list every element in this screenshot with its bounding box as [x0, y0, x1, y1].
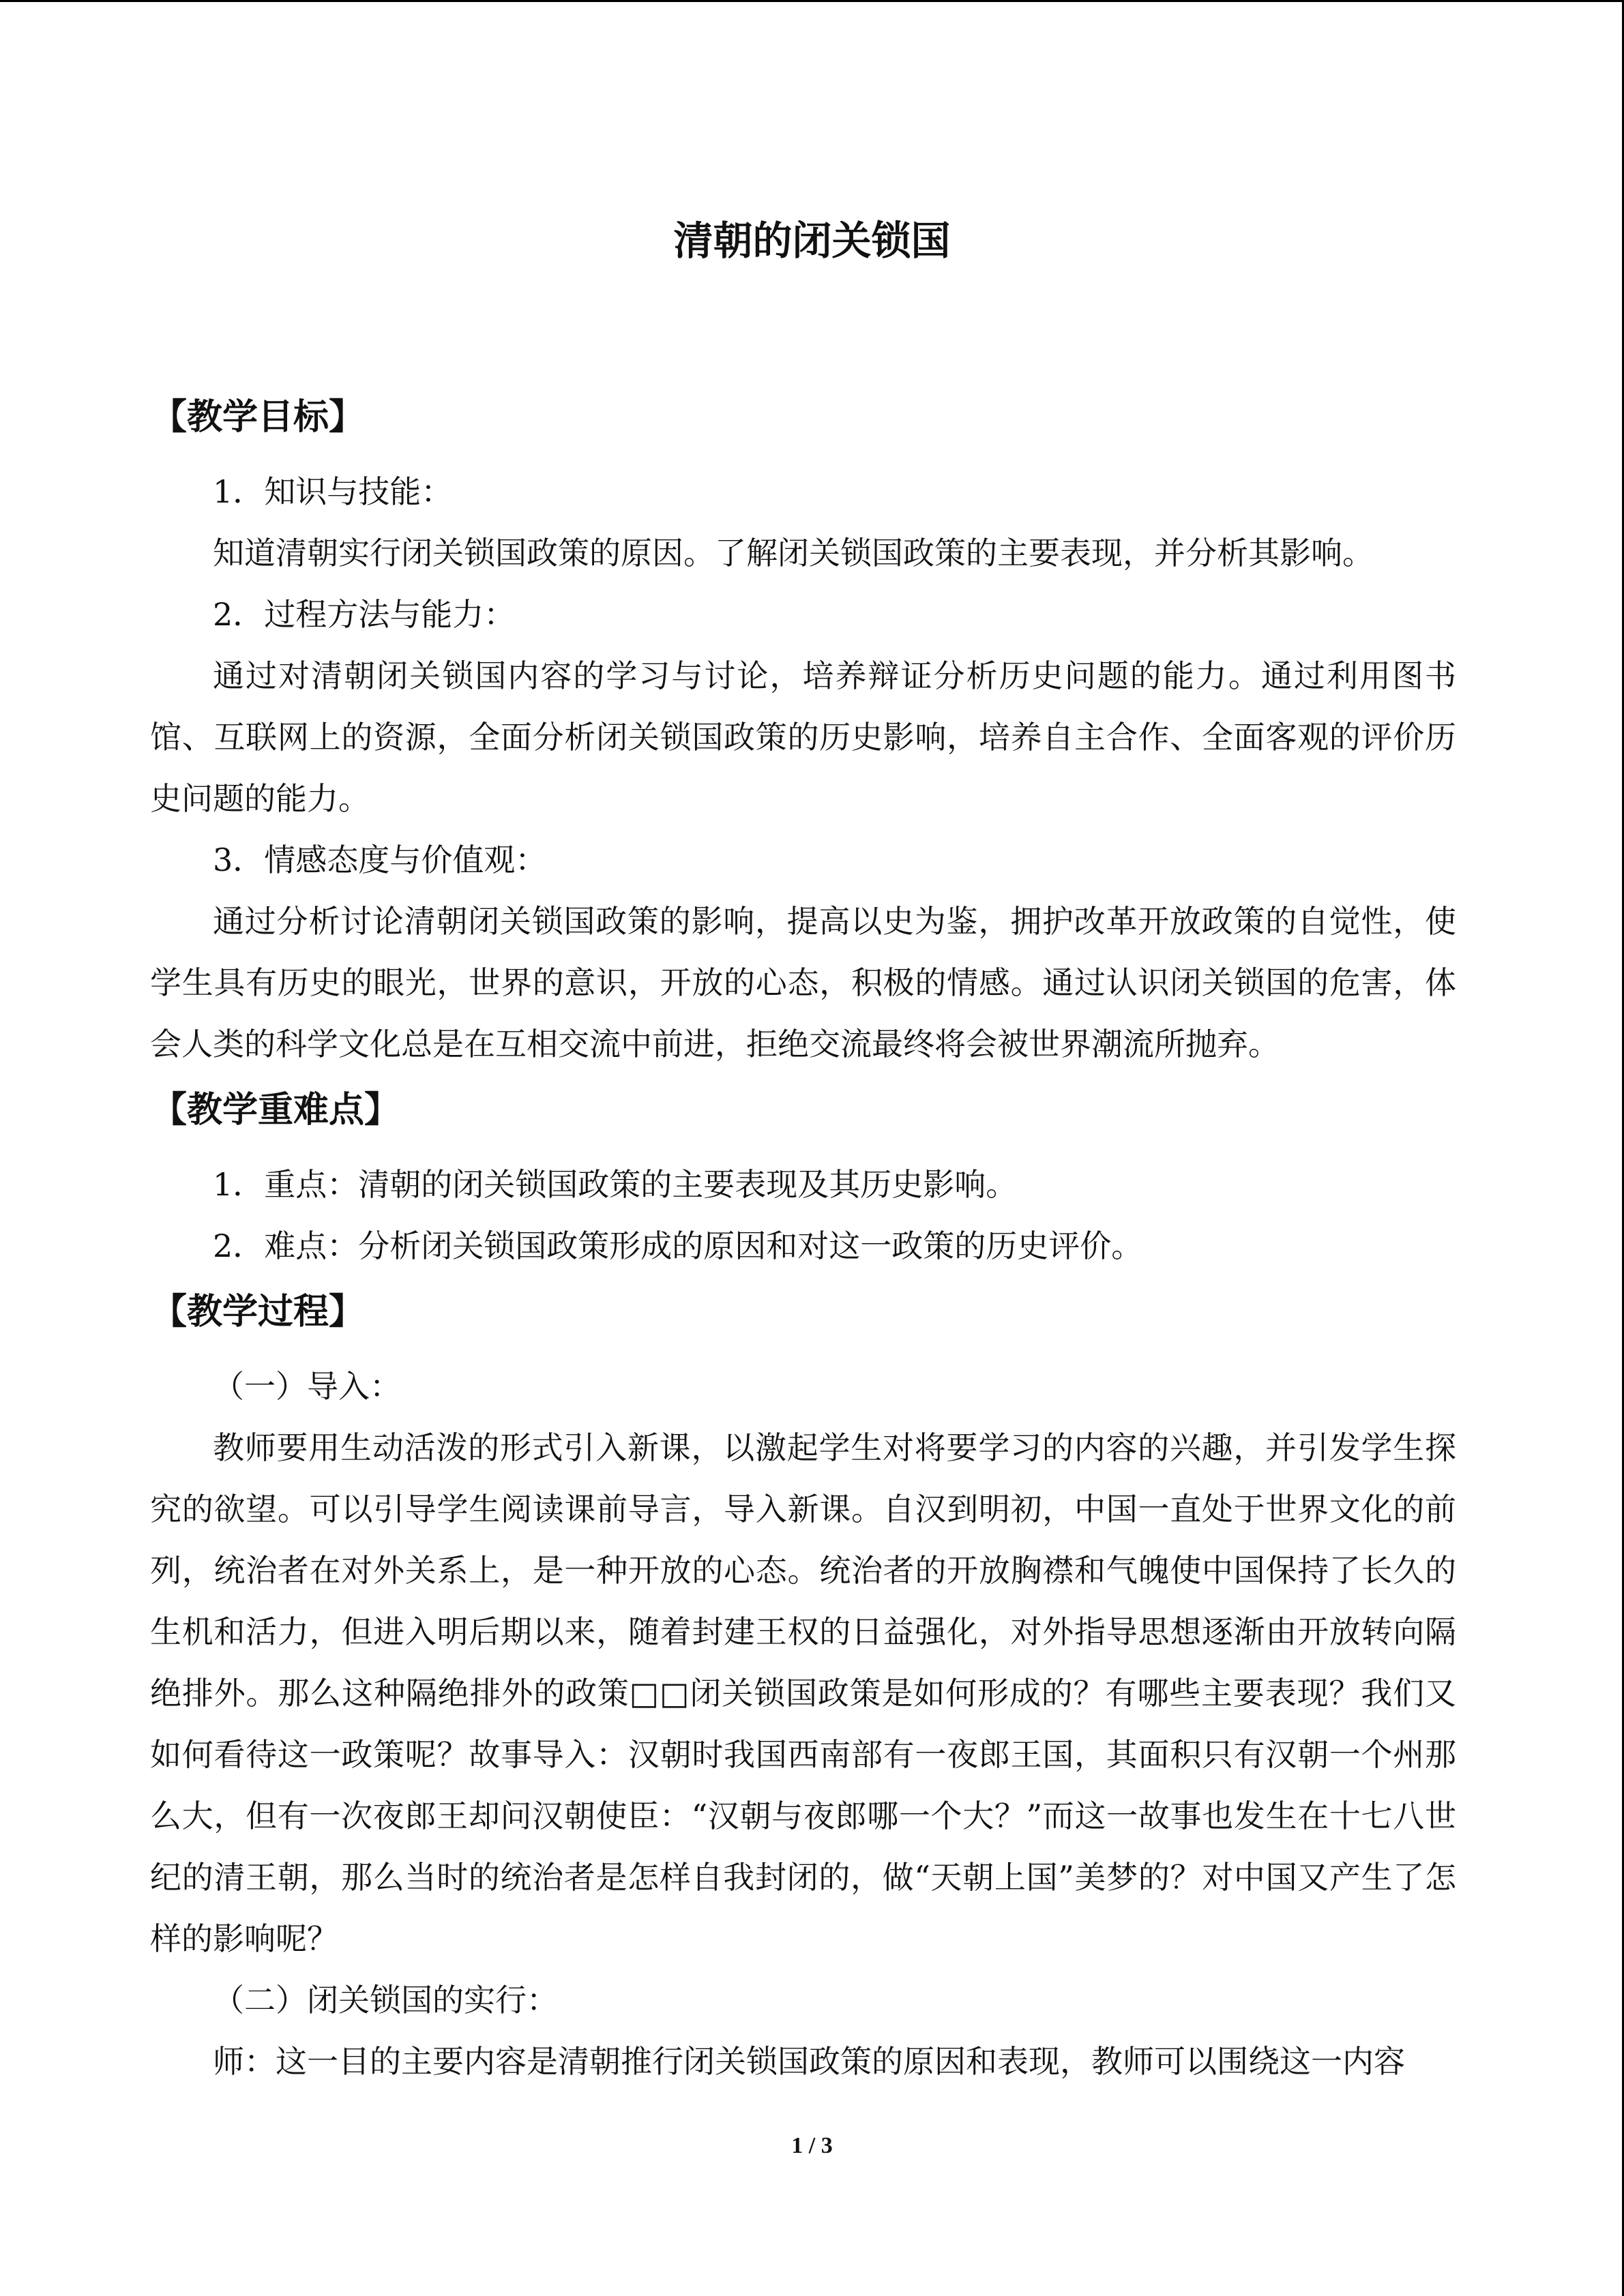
paragraph: 师：这一目的主要内容是清朝推行闭关锁国政策的原因和表现，教师可以围绕这一内容	[213, 2043, 1405, 2080]
section-heading-key-points: 【教学重难点】	[151, 1090, 400, 1131]
paragraph: 3．情感态度与价值观：	[213, 841, 547, 878]
document-body	[150, 382, 1456, 2092]
top-border	[0, 0, 1624, 2]
section-heading-objectives: 【教学目标】	[151, 397, 365, 438]
paragraph: 知道清朝实行闭关锁国政策的原因。了解闭关锁国政策的主要表现，并分析其影响。	[213, 535, 1374, 571]
document-title: 清朝的闭关锁国	[673, 218, 951, 264]
section-heading-process: 【教学过程】	[151, 1292, 365, 1332]
paragraph: 2．难点：分析闭关锁国政策形成的原因和对这一政策的历史评价。	[213, 1227, 1143, 1264]
paragraph: 教师要用生动活泼的形式引入新课，以激起学生对将要学习的内容的兴趣，并引发学生探究的欲望。可以引导学生阅读课前导言，导入新课。自汉到明初，中国一直处于世界文化的前列，统治者在对外关系上，是一种开放的心态。统治者的开放胸襟和气魄使中国保持了长久的生机和活力，但进入明后期以来，随着封建王权的日益强化，对外指导思想逐渐由开放转向隔绝排外。那么这种隔绝排外的政策□□闭关锁国政策是如何形成的？有哪些主要表现？我们又如何看待这一政策呢？故事导入：汉朝时我国西南部有一夜郎王国，其面积只有汉朝一个州那么大，但有一次夜郎王却问汉朝使臣：“汉朝与夜郎哪一个大？”而这一故事也发生在十七八世纪的清王朝，那么当时的统治者是怎样自我封闭的，做“天朝上国”美梦的？对中国又产生了怎样的影响呢？	[150, 1429, 1456, 1957]
paragraph: 1．重点：清朝的闭关锁国政策的主要表现及其历史影响。	[213, 1166, 1018, 1203]
paragraph: 通过分析讨论清朝闭关锁国政策的影响，提高以史为鉴，拥护改革开放政策的自觉性，使学生具有历史的眼光，世界的意识，开放的心态，积极的情感。通过认识闭关锁国的危害，体会人类的科学文化总是在互相交流中前进，拒绝交流最终将会被世界潮流所抛弃。	[150, 903, 1456, 1062]
page-number: 1 / 3	[791, 2133, 833, 2158]
paragraph: 2．过程方法与能力：	[213, 596, 516, 633]
paragraph: （二）闭关锁国的实行：	[213, 1982, 558, 2018]
paragraph: 1．知识与技能：	[213, 473, 453, 510]
paragraph: （一）导入：	[213, 1368, 401, 1405]
paragraph: 通过对清朝闭关锁国内容的学习与讨论，培养辩证分析历史问题的能力。通过利用图书馆、互联网上的资源，全面分析闭关锁国政策的历史影响，培养自主合作、全面客观的评价历史问题的能力。	[150, 657, 1456, 817]
